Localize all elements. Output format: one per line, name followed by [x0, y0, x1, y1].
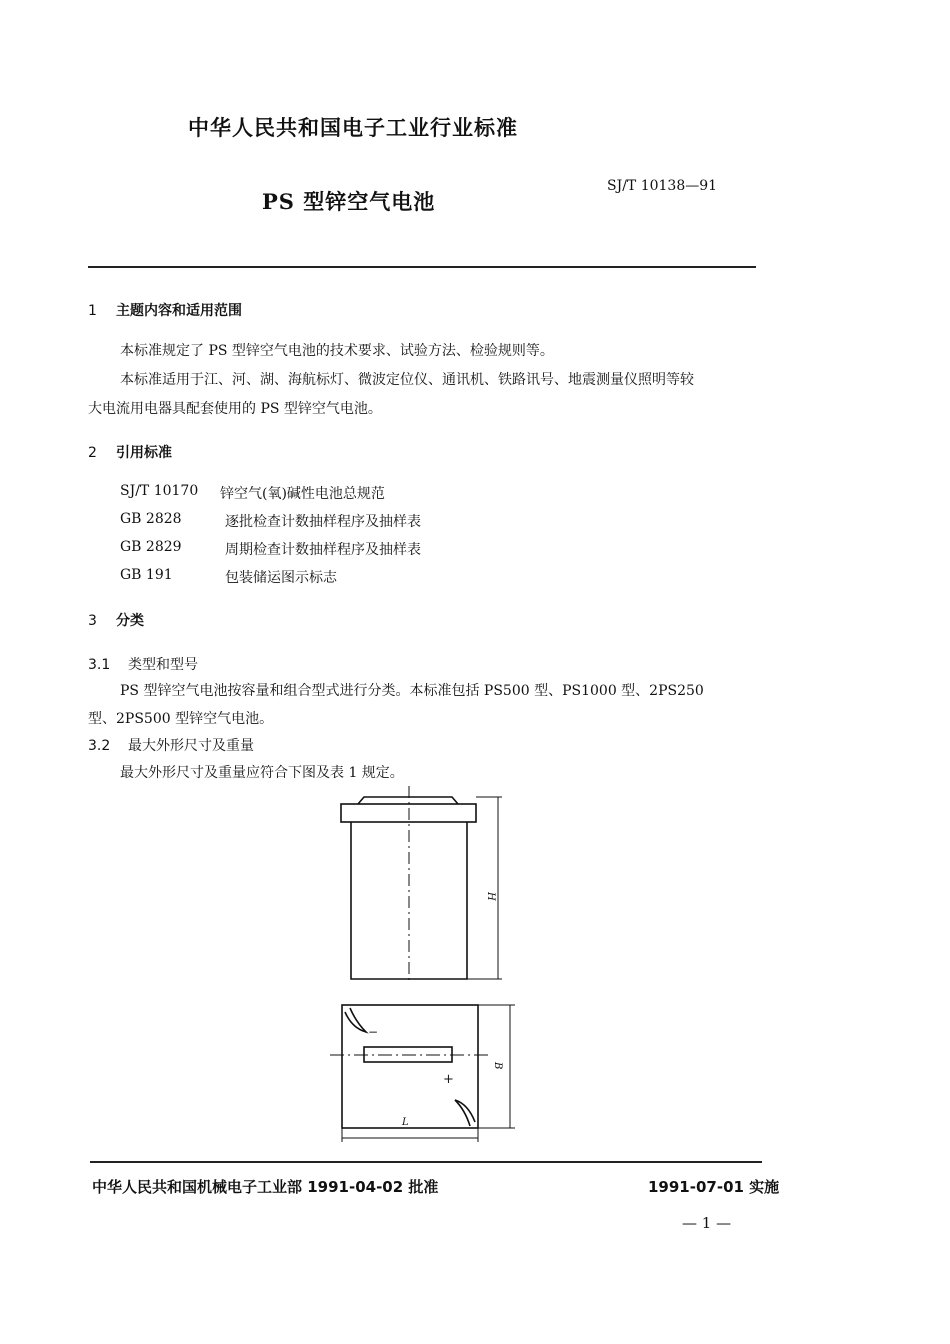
label-h: H	[485, 892, 496, 901]
battery-cap-outline	[358, 797, 458, 804]
section-1-paragraph-2-line-1: 本标准适用于江、河、湖、海航标灯、微波定位仪、通讯机、铁路讯号、地震测量仪照明等较	[120, 372, 694, 388]
reference-code: GB 2829	[120, 539, 182, 555]
subsection-3-1-line-1: PS 型锌空气电池按容量和组合型式进行分类。本标准包括 PS500 型、PS1000 型、2PS250	[120, 683, 704, 699]
footer-divider	[90, 1161, 762, 1163]
section-number: 3	[88, 613, 97, 629]
standard-number: SJ/T 10138—91	[607, 178, 718, 194]
section-title: 主题内容和适用范围	[116, 303, 242, 319]
reference-title: 周期检查计数抽样程序及抽样表	[225, 542, 421, 558]
label-b: B	[492, 1062, 503, 1070]
positive-terminal-mark	[455, 1100, 475, 1126]
subsection-3-1-heading	[88, 654, 198, 674]
reference-code: SJ/T 10170	[120, 483, 199, 499]
subsection-3-2-heading	[88, 735, 254, 755]
top-view-outline	[342, 1005, 478, 1128]
reference-code: GB 2828	[120, 511, 182, 527]
reference-title: 逐批检查计数抽样程序及抽样表	[225, 514, 421, 530]
effective-date: 1991-07-01 实施	[648, 1178, 780, 1196]
section-1-heading	[88, 300, 242, 320]
section-number: 2	[88, 445, 97, 461]
section-title: 分类	[116, 613, 144, 629]
plus-sign: +	[443, 1072, 454, 1087]
section-2-heading	[88, 442, 172, 462]
reference-code: GB 191	[120, 567, 173, 583]
approval-line: 中华人民共和国机械电子工业部 1991-04-02 批准	[92, 1178, 439, 1196]
label-l: L	[402, 1117, 409, 1128]
section-3-heading	[88, 610, 144, 630]
section-1-paragraph-2-line-2: 大电流用电器具配套使用的 PS 型锌空气电池。	[88, 401, 382, 417]
section-title: 引用标准	[116, 445, 172, 461]
subsection-number: 3.2	[88, 738, 111, 754]
document-title: PS 型锌空气电池	[262, 189, 436, 214]
subsection-title: 类型和型号	[128, 657, 198, 673]
page-number: — 1 —	[682, 1214, 732, 1232]
subsection-number: 3.1	[88, 657, 111, 673]
subsection-3-1-line-2: 型、2PS500 型锌空气电池。	[88, 711, 274, 727]
section-1-paragraph-1: 本标准规定了 PS 型锌空气电池的技术要求、试验方法、检验规则等。	[120, 343, 554, 359]
reference-title: 包装储运图示标志	[225, 570, 337, 586]
header-divider	[88, 266, 756, 268]
subsection-3-2-line-1: 最大外形尺寸及重量应符合下图及表 1 规定。	[120, 765, 404, 781]
section-number: 1	[88, 303, 97, 319]
minus-sign: −	[368, 1025, 379, 1039]
subsection-title: 最大外形尺寸及重量	[128, 738, 254, 754]
issuing-organization: 中华人民共和国电子工业行业标准	[188, 116, 518, 140]
negative-terminal-mark	[345, 1008, 366, 1032]
battery-dimension-figure	[320, 780, 530, 1150]
reference-title: 锌空气(氧)碱性电池总规范	[220, 486, 385, 502]
